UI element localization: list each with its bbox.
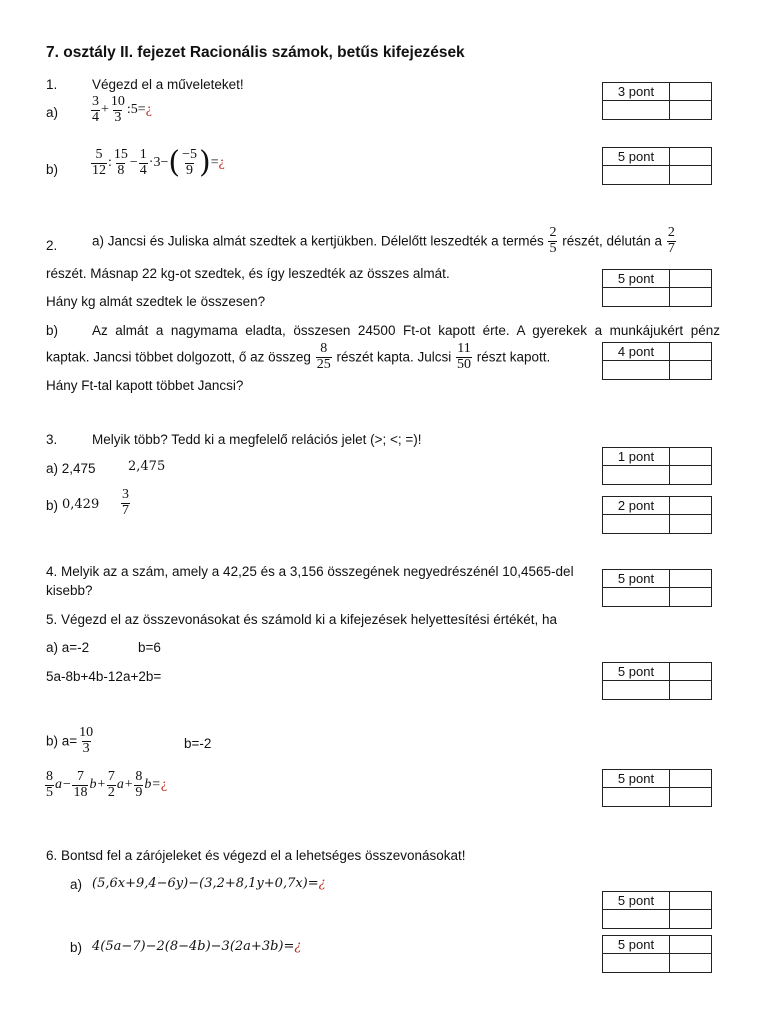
points-box-task2a [602, 269, 712, 307]
points-label: 5 pont [603, 663, 670, 681]
task1-b-label: b) [46, 162, 59, 177]
task4-line2: kisebb? [46, 583, 93, 598]
task5-a-label: a) a=-2 [46, 640, 90, 655]
task2-b-line2: kaptak. Jancsi többet dolgozott, ő az összeg $\frac{8}{25}$ részét kapta. Julcsi $\frac{11}{50}$ részt kapott. [46, 341, 551, 372]
task2-a-line2: részét. Másnap 22 kg-ot szedtek, és így leszedték az összes almát. [46, 266, 450, 281]
points-box-task5a [602, 662, 712, 700]
points-label: 2 pont [603, 497, 670, 515]
points-score-cell[interactable] [670, 497, 711, 515]
points-label: 4 pont [603, 343, 670, 361]
points-score-cell[interactable] [670, 448, 711, 466]
task3-number: 3. [46, 432, 58, 447]
task6-b-label: b) [70, 940, 83, 955]
task3-instruction: Melyik több? Tedd ki a megfelelő relációs jelet (>; <; =)! [92, 432, 422, 447]
task1-number: 1. [46, 77, 58, 92]
task1-a-expression: $\frac{3}{4}$ + $\frac{10}{3}$ :5=¿ [92, 94, 152, 125]
points-label: 1 pont [603, 448, 670, 466]
points-score-cell[interactable] [670, 270, 711, 288]
task3-a-compare: 2,475̇ [128, 459, 166, 474]
task4-line1: 4. Melyik az a szám, amely a 42,25 és a 3,156 összegének negyedrészénél 10,4565-del [46, 564, 574, 579]
task5-b-expression: $\frac{8}{5}$ a− $\frac{7}{18}$ b+ $\frac{7}{2}$ a+ $\frac{8}{9}$ b=¿ [46, 769, 168, 800]
task1-instruction: Végezd el a műveleteket! [92, 77, 244, 92]
points-box-task6b [602, 935, 712, 973]
points-score-cell[interactable] [670, 570, 711, 588]
points-box-task6a [602, 891, 712, 929]
task2-b-line1: Az almát a nagymama eladta, összesen 24500 Ft-ot kapott érte. A gyerekek a munkájukért pénz [92, 323, 720, 338]
points-score-cell[interactable] [670, 343, 711, 361]
points-label: 5 pont [603, 892, 670, 910]
points-score-cell[interactable] [670, 148, 711, 166]
points-box-task5b [602, 769, 712, 807]
task2-b-label: b) [46, 323, 59, 338]
points-label: 5 pont [603, 770, 670, 788]
task2-a-line1: a) Jancsi és Juliska almát szedtek a kertjükben. Délelőtt leszedték a termés $\frac{2}{5}$ részét, délután a $\frac{2}{7}$ [92, 225, 675, 256]
task6-instruction: 6. Bontsd fel a zárójeleket és végezd el a lehetséges összevonásokat! [46, 848, 466, 863]
points-box-task3b [602, 496, 712, 534]
points-box-task1a [602, 82, 712, 120]
points-score-cell[interactable] [670, 936, 711, 954]
points-box-task1b [602, 147, 712, 185]
task5-a-expression: 5a-8b+4b-12a+2b= [46, 669, 162, 684]
task5-instruction: 5. Végezd el az összevonásokat és számold ki a kifejezések helyettesítési értékét, ha [46, 612, 558, 627]
task3-b-label: b) [46, 498, 59, 513]
task1-a-label: a) [46, 105, 59, 120]
task2-number: 2. [46, 238, 58, 253]
task5-a-b-value: b=6 [138, 640, 161, 655]
task6-a-expression: (5,6x+9,4−6y)−(3,2+8,1y+0,7x)=¿ [92, 876, 326, 891]
points-label: 5 pont [603, 936, 670, 954]
task3-a-label: a) 2,475 [46, 461, 96, 476]
points-label: 5 pont [603, 148, 670, 166]
points-score-cell[interactable] [670, 83, 711, 101]
points-box-task3a [602, 447, 712, 485]
task2-b-question: Hány Ft-tal kapott többet Jancsi? [46, 378, 244, 393]
points-score-cell[interactable] [670, 770, 711, 788]
task5-b-b-value: b=-2 [184, 736, 212, 751]
points-box-task4 [602, 569, 712, 607]
task6-b-expression: 4(5a−7)−2(8−4b)−3(2a+3b)=¿ [92, 939, 302, 954]
task3-b-fraction: $\frac{3}{7}$ [122, 487, 129, 518]
points-box-task2b [602, 342, 712, 380]
task5-b-line: b) a= $\frac{10}{3}$ [46, 725, 94, 756]
task1-b-expression: $\frac{5}{12}$ : $\frac{15}{8}$ − $\frac{1}{4}$ ·3−( $\frac{-5}{9}$ )=¿ [92, 145, 225, 181]
task6-a-label: a) [70, 877, 83, 892]
task3-b-value: 0,429 [62, 497, 100, 512]
points-label: 5 pont [603, 270, 670, 288]
points-label: 5 pont [603, 570, 670, 588]
task2-a-question: Hány kg almát szedtek le összesen? [46, 294, 266, 309]
points-score-cell[interactable] [670, 892, 711, 910]
points-label: 3 pont [603, 83, 670, 101]
points-score-cell[interactable] [670, 663, 711, 681]
page-title: 7. osztály II. fejezet Racionális számok, betűs kifejezések [46, 44, 465, 61]
